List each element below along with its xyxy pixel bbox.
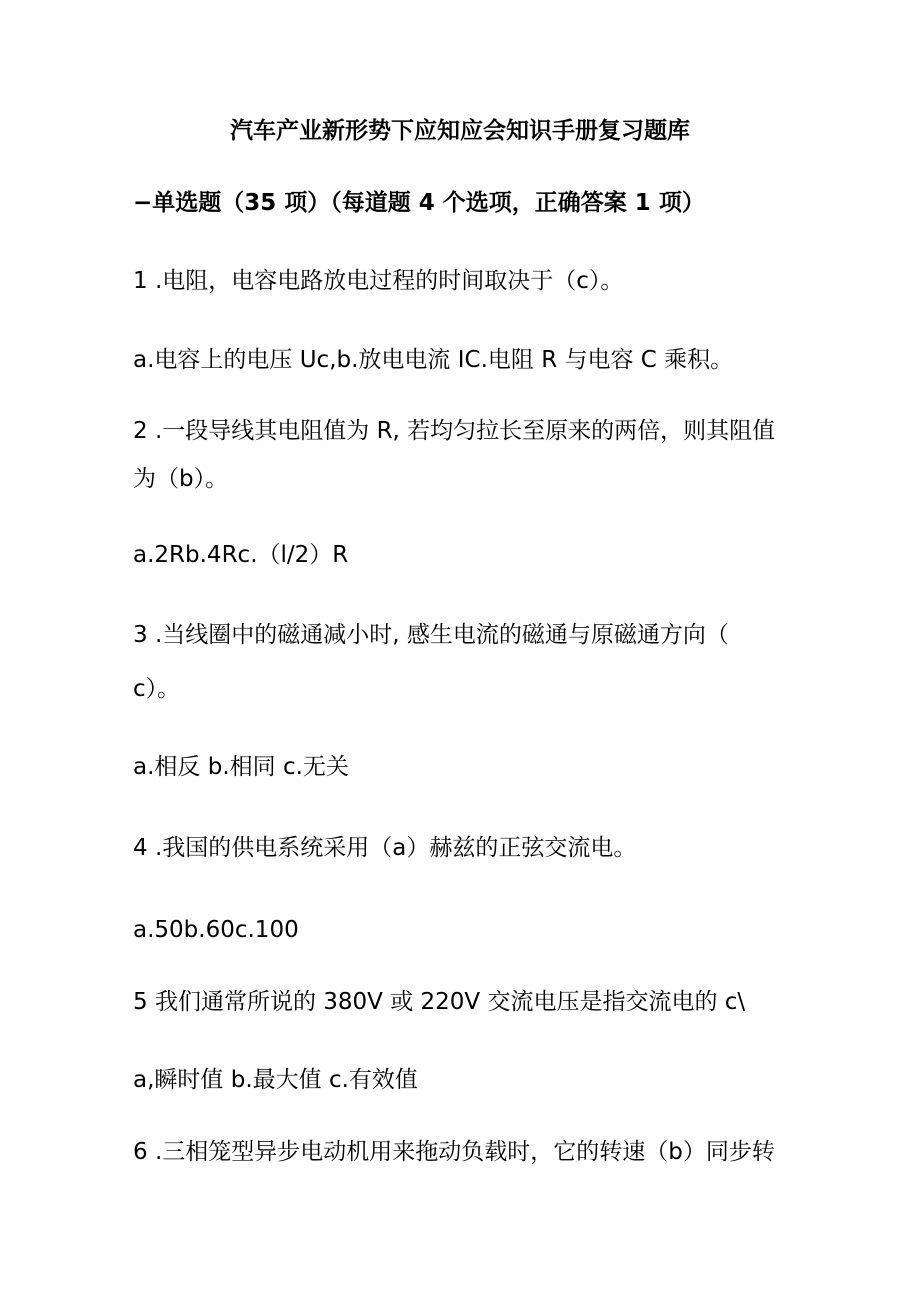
question-5-options: a,瞬时值 b.最大值 c.有效值 <box>133 1067 418 1093</box>
question-6: 6 .三相笼型异步电动机用来拖动负载时，它的转速（b）同步转 <box>133 1139 775 1165</box>
section-heading: −单选题（35 项）（每道题 4 个选项，正确答案 1 项） <box>133 190 705 216</box>
question-1-options: a.电容上的电压 Uc,b.放电电流 IC.电阻 R 与电容 C 乘积。 <box>133 347 734 373</box>
question-4: 4 .我国的供电系统采用（a）赫兹的正弦交流电。 <box>133 835 637 861</box>
question-1: 1 .电阻，电容电路放电过程的时间取决于（c）。 <box>133 268 624 294</box>
question-5: 5 我们通常所说的 380V 或 220V 交流电压是指交流电的 c\ <box>133 989 746 1015</box>
question-2: 2 .一段导线其电阻值为 R, 若均匀拉长至原来的两倍，则其阻值 <box>133 418 776 444</box>
question-3-continued: c）。 <box>133 676 181 702</box>
question-4-options: a.50b.60c.100 <box>133 917 299 943</box>
question-3-options: a.相反 b.相同 c.无关 <box>133 754 349 780</box>
question-3: 3 .当线圈中的磁通减小时, 感生电流的磁通与原磁通方向（ <box>133 622 729 648</box>
question-2-options: a.2Rb.4Rc.（l/2）R <box>133 542 349 568</box>
document-title: 汽车产业新形势下应知应会知识手册复习题库 <box>230 118 690 144</box>
question-2-continued: 为（b）。 <box>133 466 229 492</box>
